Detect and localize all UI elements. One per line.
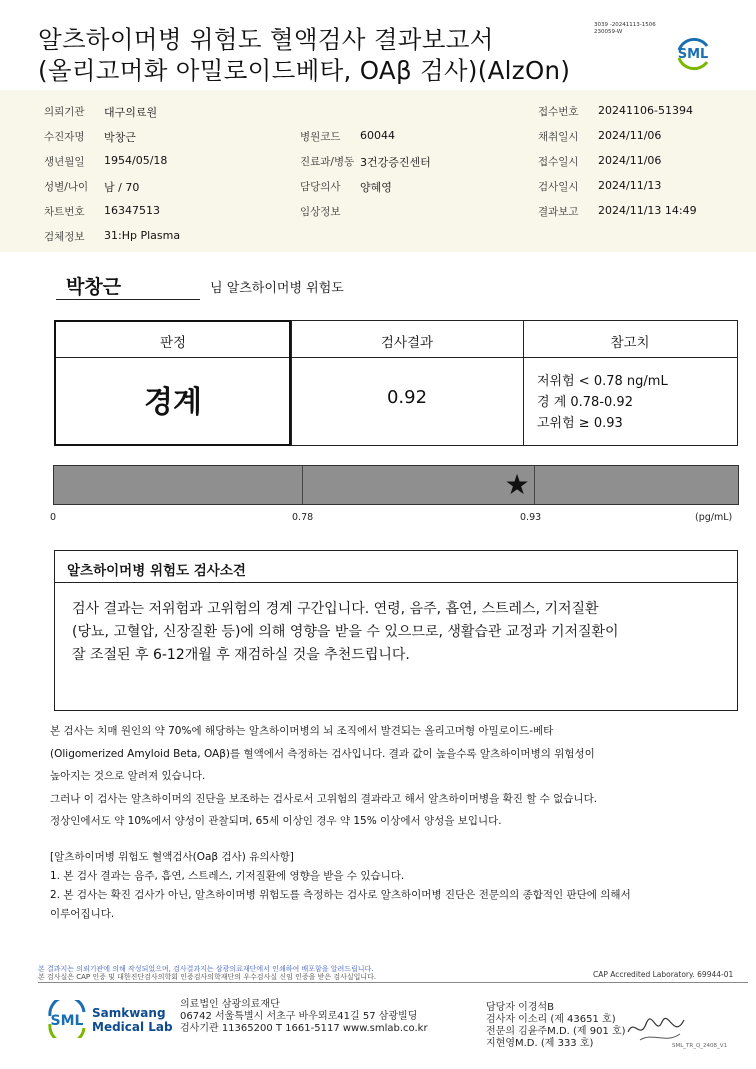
opinion-line: (당뇨, 고혈압, 신장질환 등)에 의해 영향을 받을 수 있으므로, 생활습관 교정과 기저질환이 <box>72 624 619 640</box>
patient-name-value: 박창근 <box>104 131 136 144</box>
staff-line: 전문의 김윤주M.D. (제 901 호) <box>486 1026 626 1037</box>
footer-divider <box>38 982 748 983</box>
doctor-label: 담당의사 <box>300 181 341 193</box>
caution-section <box>50 848 750 924</box>
collected-value: 2024/11/06 <box>598 129 662 142</box>
result-table <box>54 320 738 446</box>
reported-label: 결과보고 <box>538 206 579 218</box>
tested-value: 2024/11/13 <box>598 179 662 192</box>
patient-name-large: 박창근 <box>66 276 122 298</box>
brand-name-line-1: Samkwang <box>92 1006 166 1020</box>
cap-accreditation: CAP Accredited Laboratory. 69944-01 <box>593 970 734 979</box>
result-value: 0.92 <box>386 387 428 408</box>
patient-info-block <box>0 90 756 252</box>
chart-no-value: 16347513 <box>104 204 160 217</box>
hospital-code-value: 60044 <box>360 129 395 142</box>
report-title-line-2: (올리고머화 아밀로이드베타, OAβ 검사)(AlzOn) <box>38 56 571 85</box>
document-code-2: 230059-W <box>594 29 623 35</box>
scale-divider-high <box>534 466 535 504</box>
caution-line: 2. 본 검사는 확진 검사가 아닌, 알츠하이머병 위험도를 측정하는 검사로 알츠하이머병 진단은 전문의의 종합적인 판단에 의해서 <box>50 889 631 901</box>
specimen-value: 31:Hp Plasma <box>104 229 181 242</box>
requesting-org-value: 대구의료원 <box>104 106 158 119</box>
test-opinion-box <box>54 550 738 711</box>
judgement-header: 판정 <box>159 335 187 351</box>
patient-name-banner <box>56 268 200 300</box>
sex-age-value: 남 / 70 <box>104 181 140 194</box>
scale-tick-0: 0 <box>50 512 57 523</box>
patient-name-suffix: 님 알츠하이머병 위험도 <box>210 281 344 296</box>
opinion-header <box>55 551 737 583</box>
patient-name-label: 수진자명 <box>44 131 85 143</box>
footer-disclaimer-2: 본 검사실은 CAP 인증 및 대한진단검사의학회 인증검사의학재단의 우수검사실 신임 인증을 받은 검사실입니다. <box>38 973 377 981</box>
note-line: 높아지는 것으로 알려져 있습니다. <box>50 770 206 782</box>
caution-line: 1. 본 검사 결과는 음주, 흡연, 스트레스, 기저질환에 영향을 받을 수 있습니다. <box>50 870 405 882</box>
opinion-body <box>72 598 731 667</box>
reference-low: 저위험 < 0.78 ng/mL <box>537 374 668 389</box>
reference-header: 참고치 <box>610 335 650 351</box>
staff-line: 지현영M.D. (제 333 호) <box>486 1038 594 1049</box>
address-line: 의료법인 삼광의료재단 <box>180 999 280 1010</box>
note-line: 정상인에서도 약 10%에서 양성이 관찰되며, 65세 이상인 경우 약 15% 이상에서 양성을 보입니다. <box>50 815 502 827</box>
staff-line: 담당자 이경석B <box>486 1002 554 1013</box>
scale-tick-low: 0.78 <box>292 512 314 523</box>
note-line: 그러나 이 검사는 알츠하이머의 진단을 보조하는 검사로서 고위험의 결과라고 해서 알츠하이머병을 확진 할 수 없습니다. <box>50 792 598 805</box>
info-row <box>0 148 756 173</box>
birth-value: 1954/05/18 <box>104 154 168 167</box>
scale-unit: (pg/mL) <box>695 512 733 523</box>
note-line: (Oligomerized Amyloid Beta, OAβ)를 혈액에서 측정하는 검사입니다. 결과 값이 높을수록 알츠하이머병의 위험성이 <box>50 747 595 760</box>
report-header <box>0 0 756 90</box>
result-header: 검사결과 <box>380 335 434 351</box>
caution-line: 이루어집니다. <box>50 908 115 920</box>
info-row <box>0 198 756 223</box>
doctor-value: 양혜영 <box>360 181 392 194</box>
sml-logo <box>671 32 715 72</box>
department-value: 3건강증진센터 <box>360 156 431 169</box>
collected-label: 채취일시 <box>538 131 579 143</box>
opinion-line: 잘 조절된 후 6-12개월 후 재검하실 것을 추천드립니다. <box>72 647 410 663</box>
document-code-1: 3039 -20241113-1506 <box>594 22 656 28</box>
svg-text:SML: SML <box>50 1013 84 1029</box>
department-label: 진료과/병동 <box>300 156 355 168</box>
risk-scale-bar <box>53 465 739 505</box>
hospital-code-label: 병원코드 <box>300 131 341 143</box>
test-description <box>50 720 750 833</box>
received-label: 접수일시 <box>538 156 579 168</box>
caution-heading: [알츠하이머병 위험도 혈액검사(Oaβ 검사) 유의사항] <box>50 851 294 863</box>
opinion-heading: 알츠하이머병 위험도 검사소견 <box>67 563 246 579</box>
brand-name-line-2: Medical Lab <box>92 1020 173 1034</box>
clinical-info-label: 임상정보 <box>300 206 341 218</box>
specimen-label: 검체정보 <box>44 231 85 243</box>
note-line: 본 검사는 치매 원인의 약 70%에 해당하는 알츠하이머병의 뇌 조직에서 발견되는 올리고머형 아밀로이드-베타 <box>50 725 554 737</box>
form-version: SML_TR_Q_2408_V1 <box>672 1043 728 1049</box>
birth-label: 생년월일 <box>44 156 85 168</box>
sml-logo-footer <box>44 1000 90 1038</box>
receipt-no-label: 접수번호 <box>538 106 579 118</box>
reference-high: 고위험 ≥ 0.93 <box>537 416 623 431</box>
reference-borderline: 경 계 0.78-0.92 <box>537 395 633 410</box>
staff-line: 검사자 이소리 (제 43651 호) <box>486 1014 616 1025</box>
judgement-value: 경계 <box>144 385 202 420</box>
result-marker-star-icon: ★ <box>504 468 530 501</box>
opinion-line: 검사 결과는 저위험과 고위험의 경계 구간입니다. 연령, 음주, 흡연, 스트레스, 기저질환 <box>72 601 599 617</box>
address-line: 검사기관 11365200 T 1661-5117 www.smlab.co.kr <box>180 1023 428 1034</box>
address-line: 06742 서울특별시 서초구 바우뫼로41길 57 삼광빌딩 <box>180 1011 418 1022</box>
report-title-line-1: 알츠하이머병 위험도 혈액검사 결과보고서 <box>38 25 494 54</box>
sex-age-label: 성별/나이 <box>44 181 89 193</box>
chart-no-label: 차트번호 <box>44 206 85 218</box>
tested-label: 검사일시 <box>538 181 579 193</box>
reported-value: 2024/11/13 14:49 <box>598 204 697 217</box>
svg-text:SML: SML <box>677 47 709 62</box>
info-row <box>0 123 756 148</box>
info-row <box>0 223 756 248</box>
scale-tick-high: 0.93 <box>520 512 542 523</box>
receipt-no-value: 20241106-51394 <box>598 104 693 117</box>
scale-divider-low <box>302 466 303 504</box>
requesting-org-label: 의뢰기관 <box>44 106 85 118</box>
footer-disclaimer-1: 본 결과지는 의뢰기관에 의해 작성되었으며, 검사결과지는 삼광의료재단에서 인쇄하여 배포함을 알려드립니다. <box>38 965 374 973</box>
received-value: 2024/11/06 <box>598 154 662 167</box>
info-row <box>0 173 756 198</box>
info-row <box>0 98 756 123</box>
